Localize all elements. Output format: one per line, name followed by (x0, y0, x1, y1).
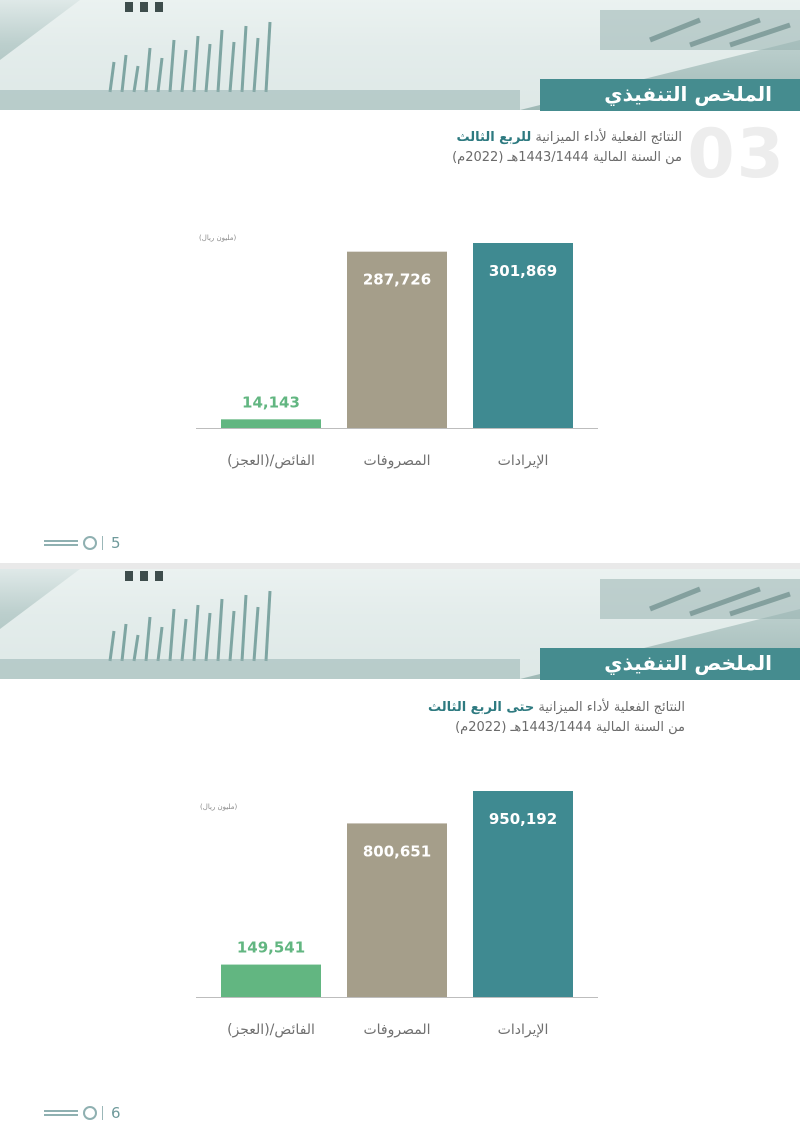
data-label-expenses: 800,651 (362, 842, 432, 861)
subtitle-prefix: النتائج الفعلية لأداء الميزانية (538, 700, 685, 715)
chart-subtitle-line2: من السنة المالية 1443/1444هـ (2022م) (452, 150, 682, 165)
page-number: 5 (111, 534, 121, 552)
report-page-5 (0, 0, 800, 563)
ministry-logo (44, 1105, 100, 1121)
bar-chart (0, 0, 800, 563)
category-label-expenses: المصروفات (363, 1022, 431, 1038)
bar-surplus (221, 419, 321, 428)
data-label-expenses: 287,726 (362, 270, 432, 289)
bar-surplus (221, 965, 321, 997)
data-label-surplus: 149,541 (236, 938, 306, 957)
data-label-surplus: 14,143 (242, 393, 300, 412)
section-title: الملخص التنفيذي (604, 82, 772, 106)
report-page-6 (0, 569, 800, 1129)
subtitle-prefix: النتائج الفعلية لأداء الميزانية (535, 130, 682, 145)
footer-separator (102, 1106, 103, 1120)
footer-separator (102, 536, 103, 550)
chart-subtitle-line2: من السنة المالية 1443/1444هـ (2022م) (455, 720, 685, 735)
category-label-revenue: الإيرادات (497, 453, 549, 469)
bar-chart (0, 569, 800, 1129)
page-number: 6 (111, 1104, 121, 1122)
section-title: الملخص التنفيذي (604, 651, 772, 675)
category-label-expenses: المصروفات (363, 453, 431, 469)
subtitle-bold: للربع الثالث (456, 130, 532, 145)
unit-label: (مليون ريال) (200, 803, 238, 811)
subtitle-bold: حتى الربع الثالث (427, 700, 535, 715)
unit-label: (مليون ريال) (199, 234, 237, 242)
data-label-revenue: 301,869 (488, 262, 558, 280)
ministry-logo (44, 535, 100, 551)
section-number: 03 (687, 115, 786, 194)
data-label-revenue: 950,192 (488, 810, 558, 828)
category-label-surplus: الفائض/(العجز) (227, 1022, 315, 1038)
category-label-surplus: الفائض/(العجز) (227, 453, 315, 469)
category-label-revenue: الإيرادات (497, 1022, 549, 1038)
